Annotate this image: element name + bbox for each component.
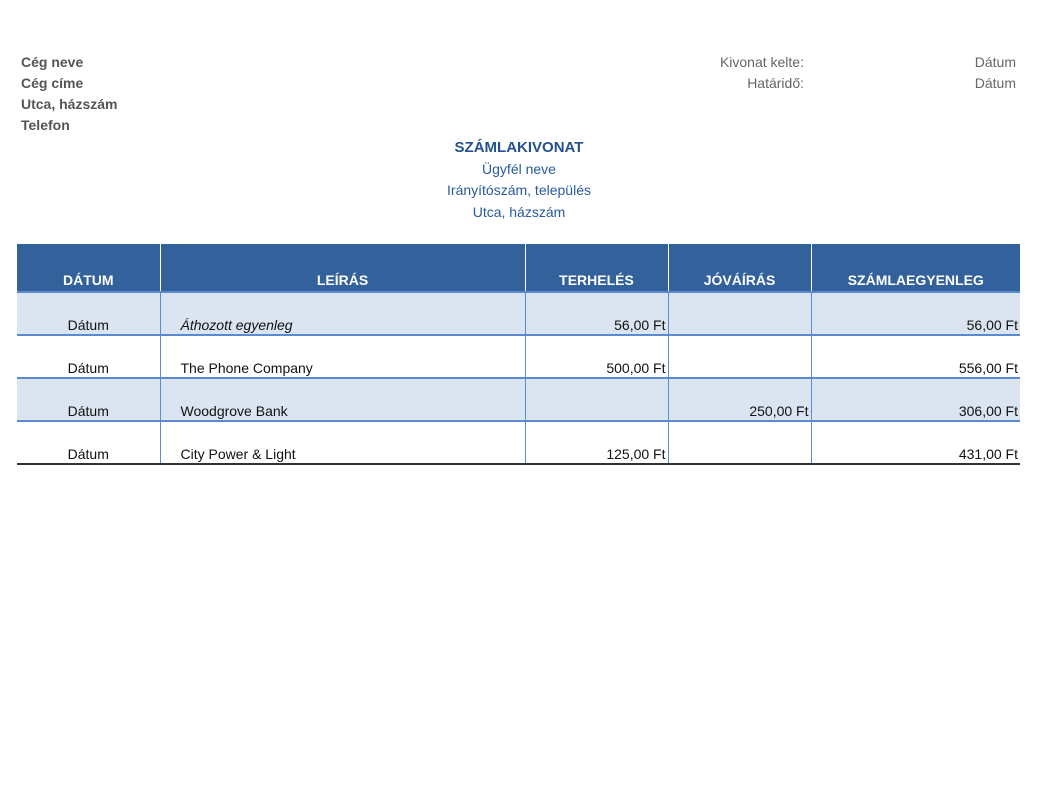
cell-credit[interactable]: 250,00 Ft (668, 378, 811, 421)
column-header-credit[interactable]: JÓVÁÍRÁS (668, 244, 811, 292)
cell-debit[interactable]: 125,00 Ft (525, 421, 668, 464)
cell-date[interactable]: Dátum (17, 421, 160, 464)
cell-description[interactable]: City Power & Light (160, 421, 525, 464)
cell-balance[interactable]: 556,00 Ft (811, 335, 1020, 378)
cell-description[interactable]: Woodgrove Bank (160, 378, 525, 421)
statement-header (0, 137, 1038, 223)
statement-title: SZÁMLAKIVONAT (454, 139, 584, 156)
table-row (17, 335, 1020, 378)
cell-date[interactable]: Dátum (17, 292, 160, 335)
due-date-label: Határidő: (747, 75, 804, 91)
column-header-description[interactable]: LEÍRÁS (160, 244, 525, 292)
cell-date[interactable]: Dátum (17, 335, 160, 378)
table-header-row (17, 244, 1020, 292)
cell-description[interactable]: Áthozott egyenleg (160, 292, 525, 335)
column-header-balance[interactable]: SZÁMLAEGYENLEG (811, 244, 1020, 292)
cell-balance[interactable]: 306,00 Ft (811, 378, 1020, 421)
cell-credit[interactable] (668, 335, 811, 378)
cell-balance[interactable]: 431,00 Ft (811, 421, 1020, 464)
company-name: Cég neve (21, 54, 84, 70)
cell-credit[interactable] (668, 421, 811, 464)
company-street: Utca, házszám (21, 96, 118, 112)
column-header-debit[interactable]: TERHELÉS (525, 244, 668, 292)
customer-street[interactable]: Utca, házszám (472, 203, 566, 220)
statement-date-label: Kivonat kelte: (719, 54, 804, 70)
statement-date-value[interactable]: Dátum (974, 54, 1016, 70)
statement-meta-labels (720, 52, 804, 94)
company-phone: Telefon (21, 117, 70, 133)
cell-balance[interactable]: 56,00 Ft (811, 292, 1020, 335)
statement-table (17, 244, 1020, 465)
cell-debit[interactable] (525, 378, 668, 421)
cell-date[interactable]: Dátum (17, 378, 160, 421)
company-address: Cég címe (21, 75, 84, 91)
table-row (17, 421, 1020, 464)
cell-debit[interactable]: 500,00 Ft (525, 335, 668, 378)
table-row (17, 378, 1020, 421)
statement-meta-values (975, 52, 1016, 94)
company-info (21, 52, 117, 136)
cell-credit[interactable] (668, 292, 811, 335)
due-date-value[interactable]: Dátum (974, 75, 1016, 91)
customer-name[interactable]: Ügyfél neve (482, 160, 556, 177)
cell-description[interactable]: The Phone Company (160, 335, 525, 378)
table-row (17, 292, 1020, 335)
column-header-date[interactable]: DÁTUM (17, 244, 160, 292)
customer-zip-city[interactable]: Irányítószám, település (447, 182, 591, 198)
cell-debit[interactable]: 56,00 Ft (525, 292, 668, 335)
